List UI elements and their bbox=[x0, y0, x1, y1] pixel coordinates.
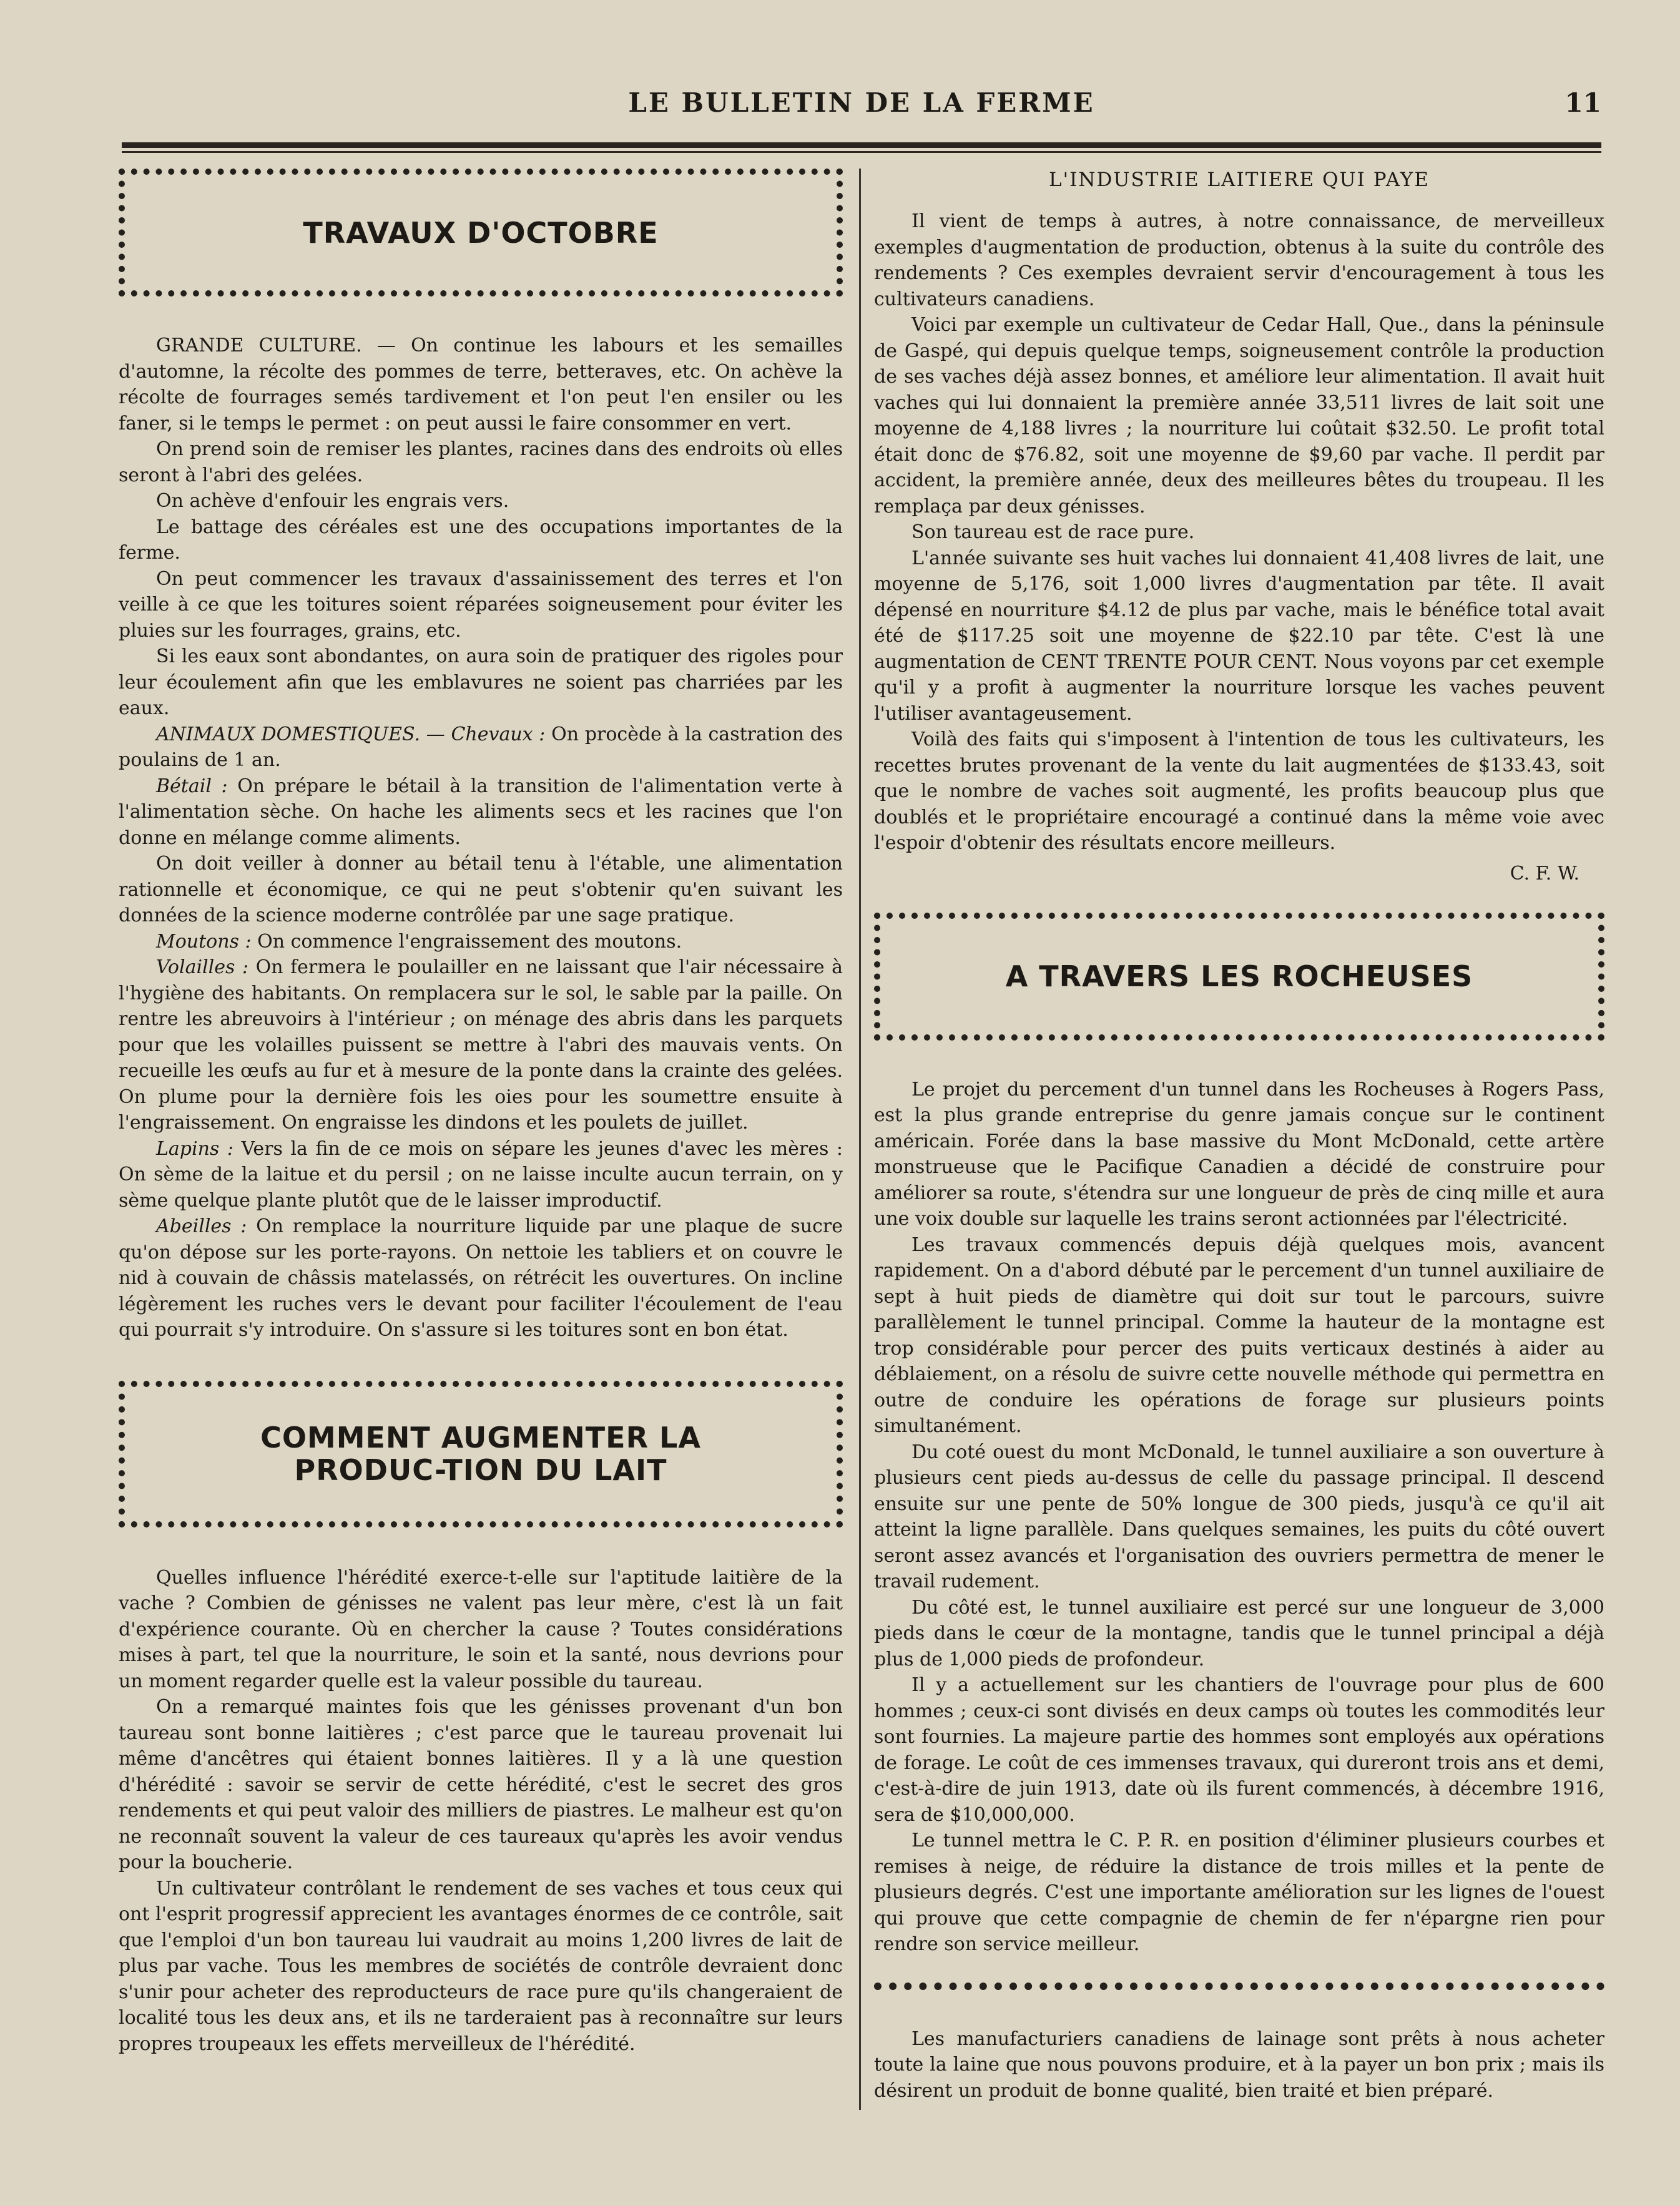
rocheuses-title: A TRAVERS LES ROCHEUSES bbox=[1005, 959, 1473, 993]
paragraph: Du côté est, le tunnel auxiliaire est percé sur une longueur de 3,000 pieds dans le cœur de la montagne, tandis que le tunnel principal a déjà plus de 1,000 pieds de profondeur. bbox=[874, 1596, 1604, 1670]
comment-title: COMMENT AUGMENTER LA PRODUC-TION DU LAIT bbox=[260, 1421, 701, 1487]
paragraph: Quelles influence l'hérédité exerce-t-elle sur l'aptitude laitière de la vache ? Combien de génisses ne valent pas leur mère, c'est là un fait d'expérience courante. Où en chercher la cause ? Toutes considérations mises à part, tel que la nourriture, le soin et la santé, nous devrions pour un moment regarder quelle est la valeur possible du taureau. bbox=[119, 1566, 843, 1692]
ornament-separator bbox=[874, 1983, 1604, 2009]
laine-body bbox=[874, 2026, 1604, 2104]
paragraph: Le battage des céréales est une des occupations importantes de la ferme. bbox=[119, 516, 843, 564]
page-header bbox=[122, 74, 1601, 117]
paragraph: Les travaux commencés depuis déjà quelques mois, avancent rapidement. On a d'abord débuté par le percement d'un tunnel auxiliaire de sept à huit pieds de diamètre qui doit sur tout le parcours, suivre parallèlement le tunnel principal. Comme la hauteur de la montagne est trop considérable pour percer des puits verticaux destinés à aider au déblaiement, on a résolu de suivre cette nouvelle méthode qui permettra en outre de conduire les opérations de forage sur plusieurs points simultanément. bbox=[874, 1233, 1604, 1437]
travaux-title: TRAVAUX D'OCTOBRE bbox=[303, 215, 659, 250]
paragraph: Bétail : On prépare le bétail à la transition de l'alimentation verte à l'alimentation sèche. On hache les aliments secs et les racines que l'on donne en mélange comme aliments. bbox=[119, 775, 843, 849]
rocheuses-body bbox=[874, 1077, 1604, 1958]
publication-title: LE BULLETIN DE LA FERME bbox=[628, 87, 1095, 118]
industrie-body bbox=[874, 208, 1604, 888]
paragraph: Du coté ouest du mont McDonald, le tunnel auxiliaire a son ouverture à plusieurs cent pieds au-dessus de celle du passage principal. Il descend ensuite sur une pente de 50% longue de 300 pieds, jusqu'à ce qu'il ait atteint la ligne parallèle. Dans quelques semaines, les puits du côté ouvert seront assez avancés et l'organisation des ouvriers permettra de mener le travail rudement. bbox=[874, 1441, 1604, 1592]
paragraph: On doit veiller à donner au bétail tenu à l'étable, une alimentation rationnelle et économique, ce qui ne peut s'obtenir qu'en suivant les données de la science moderne contrôlée par une sage pratique. bbox=[119, 853, 843, 926]
paragraph: Volailles : On fermera le poulailler en ne laissant que l'air nécessaire à l'hygiène des habitants. On remplacera sur le sol, le sable par la paille. On rentre les abreuvoirs à l'intérieur ; on ménage des abris dans les parquets pour que les volailles puissent se mettre à l'abri des mauvais vents. On recueille les œufs au fur et à mesure de la ponte dans la crainte des gelées. On plume pour la dernière fois les oies pour les soumettre ensuite à l'engraissement. On engraisse les dindons et les poulets de juillet. bbox=[119, 956, 843, 1134]
page-number: 11 bbox=[1565, 87, 1601, 118]
paragraph: Moutons : On commence l'engraissement des moutons. bbox=[156, 930, 682, 953]
paragraph: Il vient de temps à autres, à notre connaissance, de merveilleux exemples d'augmentation de production, obtenus à la suite du contrôle des rendements ? Ces exemples devraient servir d'encouragement à tous les cultivateurs canadiens. bbox=[874, 210, 1604, 310]
paragraph: L'année suivante ses huit vaches lui donnaient 41,408 livres de lait, une moyenne de 5,176, soit 1,000 livres d'augmentation par tête. Il avait dépensé en nourriture $4.12 de plus par vache, mais le bénéfice total avait été de $117.25 soit une moyenne de $22.10 par tête. C'est là une augmentation de CENT TRENTE POUR CENT. Nous voyons par cet exemple qu'il y a profit à augmenter la nourriture lorsque les vaches peuvent l'utiliser avantageusement. bbox=[874, 547, 1604, 725]
paragraph: Voici par exemple un cultivateur de Cedar Hall, Que., dans la péninsule de Gaspé, qui depuis quelque temps, soigneusement contrôle la production de ses vaches déjà assez bonnes, et améliore leur alimentation. Il avait huit vaches qui lui donnaient la première année 33,511 livres de lait soit une moyenne de 4,188 livres ; la nourriture lui coûtait $32.50. Le profit total était donc de $76.82, soit une moyenne de $9,60 par vache. Il perdit par accident, la première année, deux des meilleures bêtes du troupeau. Il les remplaça par deux génisses. bbox=[874, 314, 1604, 517]
header-rule-thick bbox=[122, 142, 1601, 148]
paragraph: Abeilles : On remplace la nourriture liquide par une plaque de sucre qu'on dépose sur les porte-rayons. On nettoie les tabliers et on couvre le nid à couvain de châssis matelassés, on rétrécit les ouvertures. On incline légèrement les ruches vers le devant pour faciliter l'écoulement de l'eau qui pourrait s'y introduire. On s'assure si les toitures sont en bon état. bbox=[119, 1215, 843, 1341]
industrie-title: L'INDUSTRIE LAITIERE QUI PAYE bbox=[1049, 169, 1430, 191]
left-column bbox=[119, 169, 843, 2057]
paragraph: On prend soin de remiser les plantes, racines dans des endroits où elles seront à l'abri des gelées. bbox=[119, 438, 843, 486]
paragraph: Il y a actuellement sur les chantiers de l'ouvrage pour plus de 600 hommes ; ceux-ci sont divisés en deux camps où toutes les commodités leur sont fournies. La majeure partie des hommes sont employés aux opérations de forage. Le coût de ces immenses travaux, qui dureront trois ans et demi, c'est-à-dire de juin 1913, date où ils furent commencés, à décembre 1916, sera de $10,000,000. bbox=[874, 1674, 1604, 1826]
paragraph: Le projet du percement d'un tunnel dans les Rocheuses à Rogers Pass, est la plus grande entreprise du genre jamais conçue sur le continent américain. Forée dans la base massive du Mont McDonald, cette artère monstrueuse que le Pacifique Canadien a décidé de construire pour améliorer sa route, s'étendra sur une longueur de près de cinq mille et aura une voix double sur laquelle les trains seront actionnées par l'électricité. bbox=[874, 1078, 1604, 1230]
right-column bbox=[874, 169, 1604, 2104]
paragraph: GRANDE CULTURE. — On continue les labours et les semailles d'automne, la récolte des pommes de terre, betteraves, etc. On achève la récolte de fourrages semés tardivement et l'on peut l'en ensiler ou les faner, si le temps le permet : on peut aussi le faire consommer en vert. bbox=[119, 335, 843, 434]
paragraph: Le tunnel mettra le C. P. R. en position d'éliminer plusieurs courbes et remises à neige, de réduire la distance de trois milles et la pente de plusieurs degrés. C'est une importante amélioration sur les lignes de l'ouest qui prouve que cette compagnie de chemin de fer n'épargne rien pour rendre son service meilleur. bbox=[874, 1830, 1604, 1955]
paragraph: Lapins : Vers la fin de ce mois on sépare les jeunes d'avec les mères : On sème de la laitue et du persil ; on ne laisse inculte aucun terrain, on y sème quelque plante plutôt que de le laisser improductif. bbox=[119, 1137, 843, 1212]
paragraph: ANIMAUX DOMESTIQUES. — Chevaux : On procède à la castration des poulains de 1 an. bbox=[119, 723, 843, 771]
signature: C. F. W. bbox=[1510, 862, 1579, 885]
header-rule-thin bbox=[122, 151, 1601, 153]
rocheuses-title-box bbox=[874, 913, 1604, 1041]
travaux-body bbox=[119, 333, 843, 1343]
travaux-title-box bbox=[119, 169, 843, 297]
paragraph: Si les eaux sont abondantes, on aura soin de pratiquer des rigoles pour leur écoulement afin que les emblavures ne soient pas charriées par les eaux. bbox=[119, 645, 843, 719]
paragraph: Un cultivateur contrôlant le rendement de ses vaches et tous ceux qui ont l'esprit progressif apprecient les avantages énormes de ce contrôle, sait que l'emploi d'un bon taureau lui vaudrait au moins 1,200 livres de lait de plus par vache. Tous les membres de sociétés de contrôle devraient donc s'unir pour acheter des reproducteurs de race pure qu'ils changeraient de localité tous les deux ans, et ils ne tarderaient pas à reconnaître sur leurs propres troupeaux les effets merveilleux de l'hérédité. bbox=[119, 1877, 843, 2055]
paragraph: On achève d'enfouir les engrais vers. bbox=[156, 490, 509, 512]
paragraph: On a remarqué maintes fois que les génisses provenant d'un bon taureau sont bonne laitières ; c'est parce que le taureau provenait lui même d'ancêtres qui étaient bonnes laitières. Il y a là une question d'hérédité : savoir se servir de cette hérédité, c'est le secret des gros rendements et qui peut valoir des milliers de piastres. Le malheur est qu'on ne reconnaît souvent la valeur de ces taureaux qu'après les avoir vendus pour la boucherie. bbox=[119, 1696, 843, 1873]
column-divider bbox=[859, 169, 861, 2110]
paragraph: Les manufacturiers canadiens de lainage sont prêts à nous acheter toute la laine que nous pouvons produire, et à la payer un bon prix ; mais ils désirent un produit de bonne qualité, bien traité et bien préparé. bbox=[874, 2027, 1604, 2102]
comment-body bbox=[119, 1565, 843, 2057]
comment-title-box bbox=[119, 1381, 843, 1527]
paragraph: Son taureau est de race pure. bbox=[911, 521, 1195, 543]
paragraph: Voilà des faits qui s'imposent à l'intention de tous les cultivateurs, les recettes brutes provenant de la vente du lait augmentées de $133.43, soit que le nombre de vaches soit augmenté, les profits beaucoup plus que doublés et le propriétaire encouragé a continué dans la même voie avec l'espoir d'obtenir des résultats encore meilleurs. bbox=[874, 728, 1604, 854]
paragraph: On peut commencer les travaux d'assainissement des terres et l'on veille à ce que les toitures soient réparées soigneusement pour éviter les pluies sur les fourrages, grains, etc. bbox=[119, 567, 843, 642]
